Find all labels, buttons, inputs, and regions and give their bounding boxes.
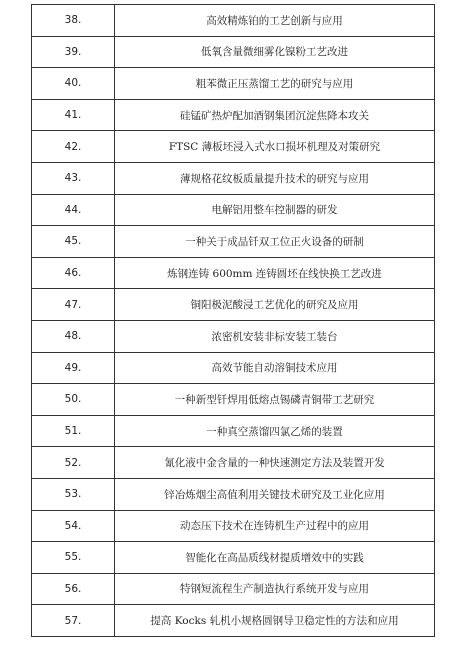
table-row xyxy=(32,542,434,574)
row-number: 47. xyxy=(32,289,115,320)
project-title: FTSC 薄板坯浸入式水口损坏机理及对策研究 xyxy=(168,141,381,154)
table-row xyxy=(32,163,434,195)
project-title: 硅锰矿热炉配加酒钢集团沉淀焦降本攻关 xyxy=(180,109,369,122)
table-row xyxy=(32,258,434,290)
table-row xyxy=(32,68,434,100)
row-number: 50. xyxy=(32,384,115,415)
project-title: 提高 Kocks 轧机小规格圆钢导卫稳定性的方法和应用 xyxy=(150,615,399,628)
row-number: 54. xyxy=(32,511,115,542)
table-row xyxy=(32,574,434,606)
row-number: 53. xyxy=(32,479,115,510)
row-number: 51. xyxy=(32,416,115,447)
project-title: 一种关于成品钎双工位正火设备的研制 xyxy=(185,235,364,248)
project-title: 特钢短流程生产制造执行系统开发与应用 xyxy=(180,583,369,596)
row-number: 43. xyxy=(32,163,115,194)
table-row xyxy=(32,479,434,511)
row-number: 55. xyxy=(32,542,115,573)
row-number: 45. xyxy=(32,226,115,257)
project-title: 薄规格花纹板质量提升技术的研究与应用 xyxy=(180,172,369,185)
table-row xyxy=(32,131,434,163)
project-title: 低氧含量微细雾化镍粉工艺改进 xyxy=(201,46,348,59)
table-row xyxy=(32,384,434,416)
row-number: 48. xyxy=(32,321,115,352)
table-row xyxy=(32,37,434,69)
project-title: 粗苯微正压蒸馏工艺的研究与应用 xyxy=(195,77,354,90)
project-table xyxy=(31,4,435,637)
project-title: 高效精炼铂的工艺创新与应用 xyxy=(206,14,343,27)
project-title: 一种真空蒸馏四氯乙烯的装置 xyxy=(206,425,343,438)
row-number: 41. xyxy=(32,100,115,131)
project-title: 铜阳极泥酸浸工艺优化的研究及应用 xyxy=(190,299,359,312)
table-row xyxy=(32,353,434,385)
project-title: 氰化液中金含量的一种快速测定方法及装置开发 xyxy=(164,457,385,470)
row-number: 49. xyxy=(32,353,115,384)
project-title: 智能化在高品质线材提质增效中的实践 xyxy=(185,551,364,564)
row-number: 46. xyxy=(32,258,115,289)
table-row xyxy=(32,5,434,37)
row-number: 56. xyxy=(32,574,115,605)
project-title: 动态压下技术在连铸机生产过程中的应用 xyxy=(180,520,369,533)
row-number: 42. xyxy=(32,131,115,162)
table-row xyxy=(32,289,434,321)
project-title: 电解铝用整车控制器的研发 xyxy=(211,204,338,217)
project-title: 高效节能自动溶铜技术应用 xyxy=(211,362,338,375)
table-row xyxy=(32,605,434,637)
table-row xyxy=(32,511,434,543)
table-row xyxy=(32,100,434,132)
project-title: 一种新型钎焊用低熔点锡磷青铜带工艺研究 xyxy=(174,393,375,406)
row-number: 39. xyxy=(32,37,115,68)
table-row xyxy=(32,416,434,448)
row-number: 52. xyxy=(32,447,115,478)
row-number: 38. xyxy=(32,5,115,36)
table-row xyxy=(32,447,434,479)
row-number: 44. xyxy=(32,195,115,226)
project-title: 锌冶炼烟尘高值利用关键技术研究及工业化应用 xyxy=(164,488,385,501)
project-title: 炼钢连铸 600mm 连铸圆坯在线快换工艺改进 xyxy=(167,267,382,280)
row-number: 40. xyxy=(32,68,115,99)
row-number: 57. xyxy=(32,605,115,636)
table-row xyxy=(32,226,434,258)
table-row xyxy=(32,195,434,227)
table-row xyxy=(32,321,434,353)
project-title: 浓密机安装非标安装工装台 xyxy=(211,330,338,343)
